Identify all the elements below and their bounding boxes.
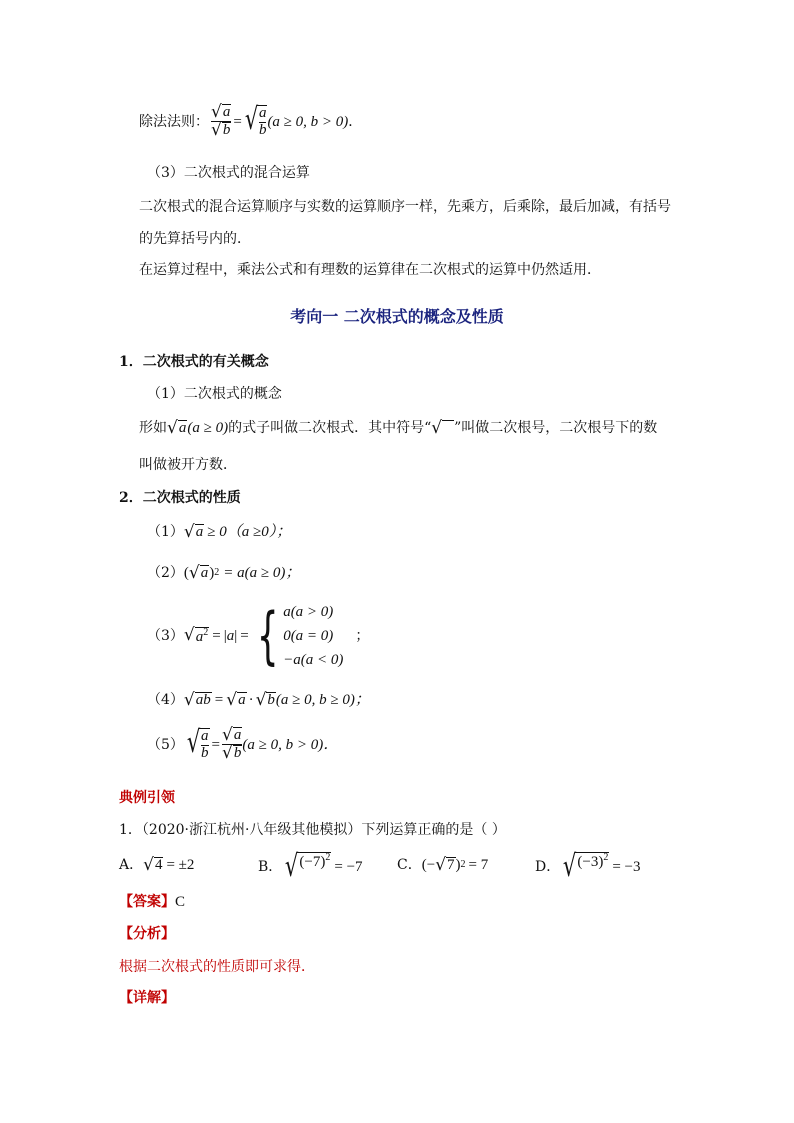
example-label: 典例引领: [119, 790, 175, 806]
concept-definition: 形如 √ a (a ≥ 0) 的式子叫做二次根式．其中符号“ √ ”叫做二次根号，二次根号下的数: [139, 417, 658, 438]
option-a: A． √ 4 = ±2: [119, 854, 195, 875]
property-3-cases: a(a > 0) 0(a = 0) −a(a < 0): [283, 604, 344, 668]
sqrt-a: √ a: [167, 417, 187, 438]
option-d: D． √ $(-3)^2$ = −3: [535, 849, 641, 884]
concept-subheading: （1）二次根式的概念: [147, 386, 282, 402]
radical-symbol: √: [431, 420, 454, 437]
property-3: （3） √ $a^2$ = | a | = { a(a > 0) 0(a = 0) −a(a < 0) ；: [147, 599, 370, 672]
mixed-paragraph-2: 在运算过程中，乘法公式和有理数的运算律在二次根式的运算中仍然适用．: [139, 262, 601, 278]
properties-heading: 2．二次根式的性质: [119, 490, 241, 506]
division-rule: 除法法则： √ a √ b = √ $\frac{a}{b}$ (a ≥ 0, b > 0) ．: [139, 101, 363, 140]
section-title: 考向一 二次根式的概念及性质: [290, 307, 504, 326]
option-c: C． (− √ 7 ) 2 = 7: [397, 854, 489, 875]
mixed-paragraph-1: 二次根式的混合运算顺序与实数的运算顺序一样，先乘方，后乘除，最后加减，有括号: [139, 199, 671, 215]
division-rule-label: 除法法则：: [139, 113, 209, 130]
property-2: （2） ( √ a ) 2 = a(a ≥ 0)；: [147, 562, 301, 583]
option-b: B． √ $(-7)^2$ = −7: [258, 849, 363, 884]
example-question: 1．（2020·浙江杭州·八年级其他模拟）下列运算正确的是（ ）: [119, 822, 506, 838]
analysis-label: 【分析】: [119, 926, 175, 942]
division-fraction: √ a √ b: [211, 102, 231, 140]
mixed-paragraph-1-cont: 的先算括号内的．: [139, 231, 251, 247]
concept-heading: 1．二次根式的有关概念: [119, 354, 269, 370]
property-4: （4） √ ab = √ a · √ b (a ≥ 0, b ≥ 0)；: [147, 689, 370, 710]
answer-line: 【答案】C: [119, 894, 186, 910]
property-5: （5） √ $\frac{a}{b}$ = √ a √ b (a ≥ 0, b > 0)．: [147, 724, 339, 763]
analysis-text: 根据二次根式的性质即可求得．: [119, 959, 315, 975]
division-sqrt-fraction: √ $\frac{a}{b}$: [244, 101, 267, 138]
detail-label: 【详解】: [119, 990, 175, 1006]
property-1: （1） √ a ≥ 0（a ≥0）；: [147, 521, 292, 542]
mixed-title: （3）二次根式的混合运算: [147, 165, 310, 181]
cases-brace: {: [256, 599, 279, 672]
concept-definition-cont: 叫做被开方数．: [139, 457, 237, 473]
